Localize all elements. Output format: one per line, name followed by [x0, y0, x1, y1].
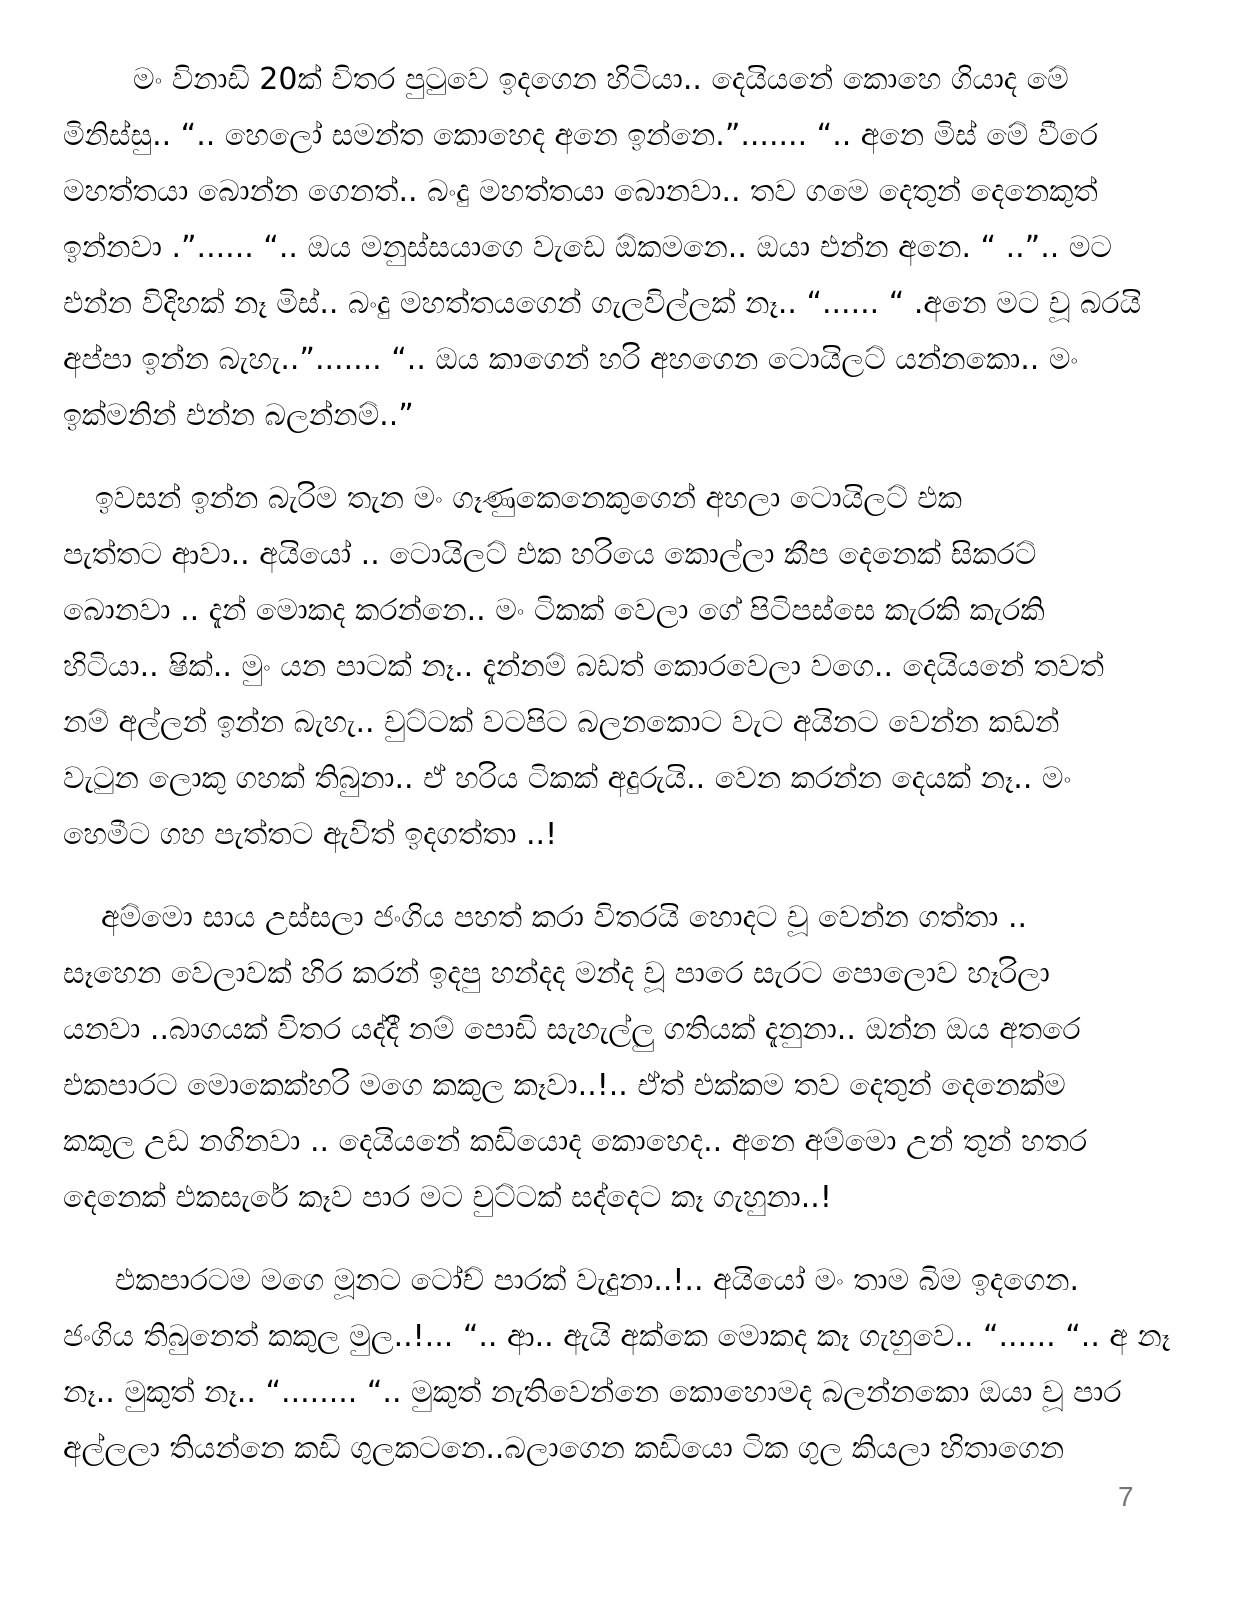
text-line: දෙනෙක් එකසැරේ කෑව පාර මට චුට්ටක් සද්දෙට කෑ ගැහුනා..! [63, 1180, 832, 1215]
text-line: හිටියා.. ෂික්.. මුං යන පාටක් නෑ.. දැන්නම් බඩත් කොරවෙලා වගෙ.. දෙයියනේ තවත් [63, 649, 1105, 684]
paragraph-4 [63, 1253, 1178, 1477]
text-line: සෑහෙන වෙලාවක් හිර කරන් ඉදපු හන්දද මන්ද චූ පාරෙ සැරට පොලොව හෑරිලා [63, 956, 1050, 991]
page-number: 7 [1118, 1481, 1134, 1512]
text-line: අම්මො සාය උස්සලා ජංගිය පහත් කරා විතරයි හොදට චූ වෙන්න ගත්තා .. [101, 900, 1028, 935]
paragraph-1 [63, 52, 1178, 444]
text-line: නෑ.. මුකුත් නෑ.. “........ “.. මුකුත් නැතිවෙන්නෙ කොහොමද බලන්නකො ඔයා චූ පාර [63, 1375, 1122, 1410]
text-line: එකපාරට මොකෙක්හරි මගෙ කකුල කෑවා..!.. ඒත් එක්කම තව දෙතුන් දෙනෙක්ම [63, 1068, 1066, 1103]
text-line: හෙමීට ගහ පැත්තට ඇවිත් ඉදගත්තා ..! [63, 817, 558, 852]
text-line: වැටුන ලොකු ගහක් තිබුනා.. ඒ හරිය ටිකක් අදුරුයි.. වෙන කරන්න දෙයක් නෑ.. මං [63, 761, 1072, 796]
text-line: මහත්තයා බොන්න ගෙනත්.. බංදු මහත්තයා බොනවා.. තව ගමෙ දෙතුන් දෙනෙකුත් [63, 174, 1098, 209]
text-line: මං විනාඩි 20ක් විතර පුටුවෙ ඉදගෙන හිටියා.. දෙයියනේ කොහෙ ගියාද මේ [133, 62, 1069, 97]
paragraph-2 [63, 471, 1178, 863]
text-line: ජංගිය තිබුනෙත් කකුල මුල..!... “.. ආ.. ඇයි අක්කෙ මොකද කෑ ගැහුවෙ.. “...... “.. අ නෑ [63, 1319, 1171, 1354]
text-line: ඉක්මනින් එන්න බලන්නම්..” [63, 398, 414, 433]
text-line: එන්න විදිහක් නෑ මිස්.. බංදු මහත්තයගෙන් ගැලවිල්ලක් නෑ.. “...... “ .අනෙ මට චූ බරයි [63, 286, 1142, 321]
paragraph-3 [63, 890, 1178, 1226]
text-line: ඉවසන් ඉන්න බැරිම තැන මං ගෑණුකෙනෙකුගෙන් අහලා ටොයිලට් එක [95, 481, 962, 516]
text-line: පැත්තට ආවා.. අයියෝ .. ටොයිලට් එක හරියෙ කොල්ලා කීප දෙනෙක් සිකරට් [63, 537, 1037, 572]
text-line: අල්ලලා තියන්නෙ කඩි ගුලකටනෙ..බලාගෙන කඩියො ටික ගුල කියලා හිතාගෙන [63, 1431, 1065, 1466]
text-line: යනවා ..බාගයක් විතර යද්දී නම් පොඩි සැහැල්ලු ගතියක් දැනුනා.. ඔන්න ඔය අතරෙ [63, 1012, 1081, 1047]
text-line: බොනවා .. දැන් මොකද කරන්නෙ.. මං ටිකක් වෙලා ගේ පිටිපස්සෙ කැරකි කැරකි [63, 593, 1045, 628]
text-line: නම් අල්ලන් ඉන්න බැහැ.. චුට්ටක් වටපිට බලනකොට වැට අයිනට වෙන්න කඩන් [63, 705, 1060, 740]
text-line: කකුල උඩ නගිනවා .. දෙයියනේ කඩියොද කොහෙද.. අනෙ අම්මො උන් තුන් හතර [63, 1124, 1088, 1159]
text-line: එකපාරටම මගෙ මූනට ටෝච් පාරක් වැදුනා..!.. අයියෝ මං තාම බිම ඉදගෙන. [115, 1263, 1079, 1298]
text-line: ඉන්නවා .”...... “.. ඔය මනුස්සයාගෙ වැඩෙ ඕකමනෙ.. ඔයා එන්න අනෙ. “ ..”.. මට [63, 230, 1112, 265]
text-line: මිනිස්සු.. “.. හෙලෝ සමන්ත කොහෙද අනෙ ඉන්නෙ.”....... “.. අනෙ මිස් මේ වීරෙ [63, 118, 1098, 153]
text-content [63, 52, 1178, 1504]
text-line: අප්පා ඉන්න බැහැ..”....... “.. ඔය කාගෙන් හරි අහගෙන ටොයිලට් යන්නකො.. මං [63, 342, 1079, 377]
